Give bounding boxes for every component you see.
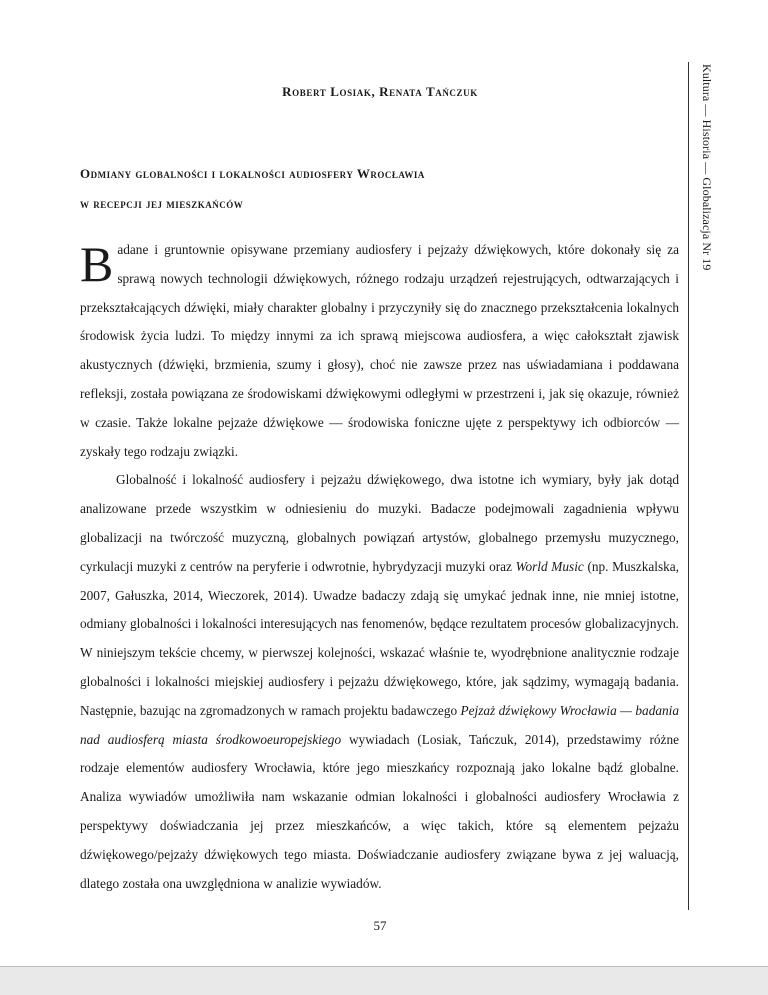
paragraph-2-italic-b: Pejzaż dźwiękowy Wrocławia — badania nad audiosferą miasta środkowoeuropejskiego [80,702,679,747]
article-subtitle: w recepcji jej mieszkańców [80,196,244,211]
running-header: Kultura — Historia — Globalizacja Nr 19 [700,64,714,271]
paragraph-2-text-b: (np. Muszkalska, 2007, Gałuszka, 2014, Wieczorek, 2014). Uwadze badaczy zdają się umykać jednak inne, nie mniej istotne, odmiany globalności i lokalności interesujących nas fenomenów, będące rezultatem procesów globalizacyjnych. W niniejszym tekście chcemy, w pierwszej kolejności, wskazać właśnie te, wyodrębnione analitycznie rodzaje globalności i lokalności miejskiej audiosfery i pejzażu dźwiękowego, które, jak sądzimy, wymagają badania. Następnie, bazując na zgromadzonych w ramach projektu badawczego [80,558,679,718]
paragraph-2-text-a: Globalność i lokalność audiosfery i pejzażu dźwiękowego, dwa istotne ich wymiary, były jak dotąd analizowane przede wszystkim w odniesieniu do muzyki. Badacze podejmowali zagadnienia wpływu globalizacji na twórczość muzyczną, globalnych powiązań artystów, globalnego przemysłu muzycznego, cyrkulacji muzyki z centrów na peryferie i odwrotnie, hybrydyzacji muzyki oraz [80,472,679,574]
drop-cap: B [80,236,114,292]
paragraph-2-italic-a: World Music [515,558,584,574]
paragraph-1 [80,236,679,466]
page-number: 57 [373,918,387,933]
article-body [80,236,679,898]
paragraph-2-text-c: wywiadach (Losiak, Tańczuk, 2014), przedstawimy różne rodzaje elementów audiosfery Wrocławia, które jego mieszkańcy rozpoznają jako lokalne bądź globalne. Analiza wywiadów umożliwiła nam wskazanie odmian lokalności i globalności audiosfery Wrocławia z perspektywy doświadczania jej przez mieszkańców, a więc takich, które są elementem pejzażu dźwiękowego/pejzaży dźwiękowych tego miasta. Doświadczanie audiosfery związane bywa z jej waluacją, dlatego została ona uwzględniona w analizie wywiadów. [80,731,679,891]
side-rule [688,62,689,910]
paragraph-1-text: adane i gruntownie opisywane przemiany audiosfery i pejzaży dźwiękowych, które dokonały się za sprawą nowych technologii dźwiękowych, różnego rodzaju urządzeń rejestrujących, odtwarzających i przekształcających dźwięki, miały charakter globalny i przyczyniły się do znacznego przekształcenia lokalnych środowisk życia ludzi. To między innymi za ich sprawą miejscowa audiosfera, a więc całokształt zjawisk akustycznych (dźwięki, brzmienia, szumy i głosy), choć nie zawsze przez nas uświadamiana i poddawana refleksji, została powiązana ze środowiskami dźwiękowymi odległymi w przestrzeni i, jak się okazuje, również w czasie. Także lokalne pejzaże dźwiękowe — środowiska foniczne ujęte z perspektywy ich odbiorców — zyskały tego rodzaju związki. [80,242,679,459]
authors: Robert Losiak, Renata Tańczuk [282,84,478,99]
paragraph-2 [80,466,679,898]
article-title: Odmiany globalności i lokalności audiosfery Wrocławia [80,166,425,181]
page-bottom-bar [0,966,768,995]
